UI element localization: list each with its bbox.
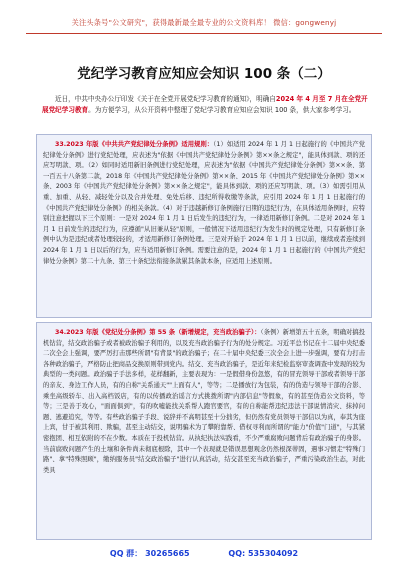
item-34-heading: 34.2023 年版《党纪处分条例》第 55 条（新增规定，充当政治骗子）： [55, 329, 261, 336]
page-footer [0, 548, 408, 559]
page-header: 关注头条号"公文研究"，获得最新最全最专业的公文资料库！ 微信：gongwenyj [71, 18, 337, 27]
intro-highlight: 2024 年 4 月至 7 月在全党开展党纪学习教育 [42, 95, 368, 115]
footer-qq-group: QQ 群： 30265665 [109, 549, 190, 558]
item-34-paragraph [43, 328, 365, 476]
intro-text-start: 近日，中共中央办公厅印发《关于在全党开展党纪学习教育的通知》，明确自 [55, 95, 276, 103]
item-34-body: （条例）新增第五十五条，明确对搞投机钻营，结交政治骗子或者被政治骗子利用的，以及充当政治骗子行为的处分规定。习近平总书记在十二届中央纪委二次全会上强调，要严厉打击那些所谓"有背景"的政治骗子；在二十届中央纪委三次全会上进一步强调，要有力打击各种政治骗子，严格防止把商品交换原则带到党内。结交、充当政治骗子，是近年来纪检监察审查调查中发现的较为典型的一类问题。政治骗子手法多样，花样翻新，主要表现为：一是假借身份忽悠，有的冒充领导干部或者领导干部的亲友、身边工作人员，有的自称"关系通天""上面有人"，等等；二是播放行为包装，有的伪造与领导干部的合影、乘坐高级轿车、出入高档饭店，有的以传播政治谣言方式挑拨所谓"内部信息"等假象，有的甚至伪造公文资料，等等；三是善于攻心，"面面俱到"，有的吹嘘能找关系帮人跑官要官，有的自称能帮违纪违法干部说情消灾、抹掉问题、逃避追究，等等。有些政治骗子手段、说辞并不高明甚至十分拙劣，但仍然有党员领导干部信以为真，奉其为座上宾，甘于被其利用、欺骗，甚至主动结交，说明骗术为了攀附靠帮、借权寻利而所谓的"能力"价值"门道"，与其紧密抱团、相互依附的不在少数。本质在于投机钻营。从执纪执法实践看，不少严重腐败问题背后有政治骗子的身影。当前腐败问题产生的土壤和条件尚未彻底根除，其中一个表现就是错误思想观念仍然根深蒂固，遇事习惯走"特殊门路"、拿"特殊照顾"，缴纳服务员"结交政治骗子"进行认真活动，结交甚至充当政治骗子，严重污染政治生态，对此类具 [43, 329, 365, 474]
header-divider [26, 33, 382, 34]
item-33-paragraph [43, 140, 365, 267]
page-title: 党纪学习教育应知应会知识 100 条（二） [77, 66, 331, 82]
knowledge-item-33 [36, 134, 372, 318]
footer-qq: QQ: 535304092 [228, 549, 299, 558]
intro-text-end: 。为方便学习，从公开资料中整理了党纪学习教育应知应会知识 100 条，供大家参考学习。 [88, 106, 356, 115]
knowledge-item-34 [36, 322, 372, 540]
item-33-body: （1）如适用 2024 年 1 月 1 日起施行的《中国共产党纪律处分条例》进行党纪处理，应表述为"依据《中国共产党纪律处分条例》第××条之规定"，能具体到款、项的还应写明款、项。（2）如同时适用新旧条例进行党纪处理，应表述为"依据《中国共产党纪律处分条例》第××条、第一百五十八条第二款，2018 年《中国共产党纪律处分条例》第××条、2015 年《中国共产党纪律处分条例》第××条、2003 年《中国共产党纪律处分条例》第××条之规定"，能具体到款、项的还应写明款、项。（3）如需引用从重、加重、从轻、减轻处分以及合并处理、免处后移、违纪所得收缴等条款，应引用 2024 年 1 月 1 日起施行的《中国共产党纪律处分条例》的相关条款。（4）对于违越新修订条例施行日期的违纪行为，在具体适用条例时，应特别注意把握以下三个原则：一是对 2024 年 1 月 1 日后发生的违纪行为，一律适用新修订条例。二是对 2024 年 1 月 1 日前发生的违纪行为，应遵循"从旧兼从轻"原则，一般情况下适用违纪行为发生时的规定处理，只有新修订条例中认为是违纪或者处理较轻的，才适用新修订条例处理。三是对开始于 2024 年 1 月 1 日以前，继续或者连续到 2024 年 1 月 1 日以后的行为，应当适用新修订条例。需要注意的是，2024 年 1 月 1 日起施行的《中国共产党纪律处分条例》第二十九条、第三十条纪法衔接条款累其条款本条，应适用上述原则。 [43, 141, 366, 265]
item-33-heading: 33.2023 年版《中共共产党纪律处分条例》适用规则： [55, 141, 214, 148]
intro-paragraph [42, 94, 368, 116]
